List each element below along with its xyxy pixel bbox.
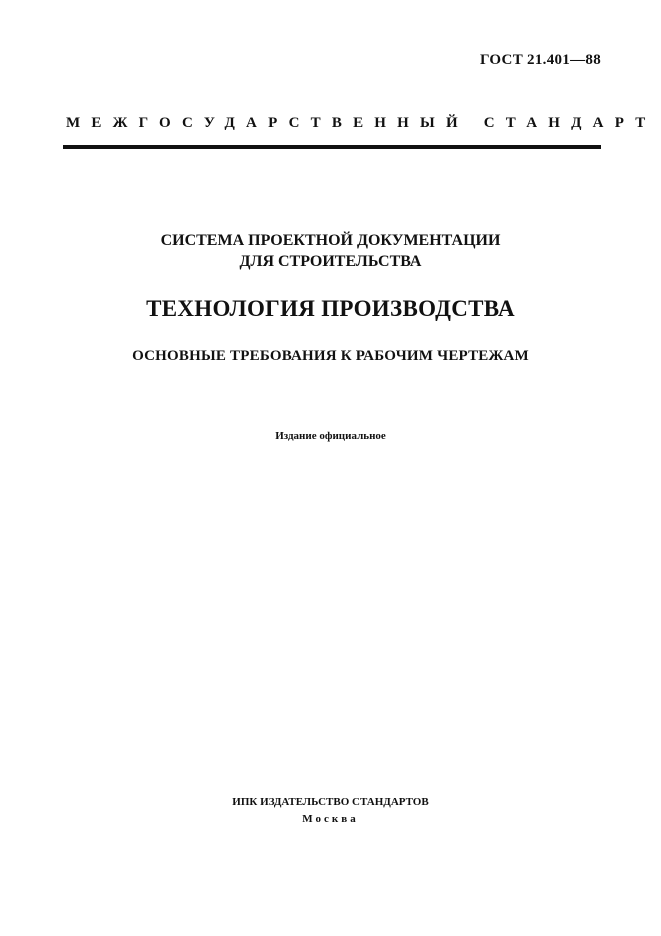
publisher-name: ИПК ИЗДАТЕЛЬСТВО СТАНДАРТОВ (232, 796, 429, 808)
header-divider (63, 145, 601, 149)
standard-type-heading: МЕЖГОСУДАРСТВЕННЫЙ СТАНДАРТ (66, 115, 657, 131)
document-number: ГОСТ 21.401—88 (479, 52, 601, 68)
document-subtitle: ОСНОВНЫЕ ТРЕБОВАНИЯ К РАБОЧИМ ЧЕРТЕЖАМ (132, 348, 529, 364)
edition-note: Издание официальное (275, 430, 386, 442)
main-title: ТЕХНОЛОГИЯ ПРОИЗВОДСТВА (146, 296, 515, 321)
series-title-line-2: ДЛЯ СТРОИТЕЛЬСТВА (239, 253, 422, 270)
series-title-line-1: СИСТЕМА ПРОЕКТНОЙ ДОКУМЕНТАЦИИ (160, 232, 501, 249)
publisher-city: Москва (302, 813, 359, 825)
